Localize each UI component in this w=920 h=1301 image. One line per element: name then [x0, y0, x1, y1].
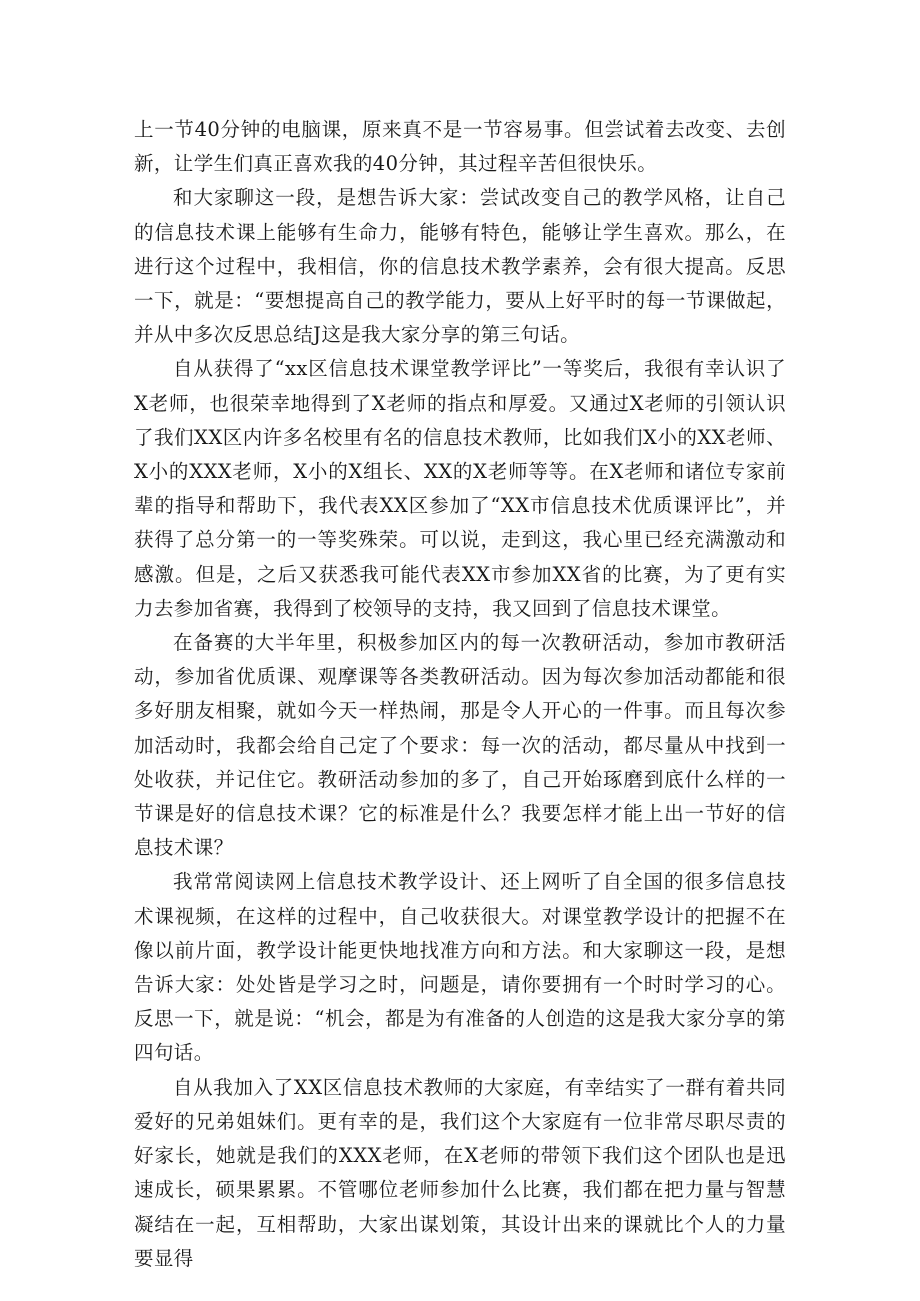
paragraph: 在备赛的大半年里，积极参加区内的每一次教研活动，参加市教研活动，参加省优质课、观摩课等各类教研活动。因为每次参加活动都能和很多好朋友相聚，就如今天一样热闹，那是令人开心的一件事。而且每次参加活动时，我都会给自己定了个要求：每一次的活动，都尽量从中找到一处收获，并记住它。教研活动参加的多了，自己开始琢磨到底什么样的一节课是好的信息技术课？它的标准是什么？我要怎样才能上出一节好的信息技术课？: [134, 631, 786, 860]
paragraph: 我常常阅读网上信息技术教学设计、还上网听了自全国的很多信息技术课视频，在这样的过程中，自己收获很大。对课堂教学设计的把握不在像以前片面，教学设计能更快地找准方向和方法。和大家聊这一段，是想告诉大家：处处皆是学习之时，问题是，请你要拥有一个时时学习的心。反思一下，就是说：“机会，都是为有准备的人创造的这是我大家分享的第四句话。: [134, 870, 786, 1065]
paragraph: 和大家聊这一段，是想告诉大家：尝试改变自己的教学风格，让自己的信息技术课上能够有生命力，能够有特色，能够让学生喜欢。那么，在进行这个过程中，我相信，你的信息技术教学素养，会有很大提高。反思一下，就是：“要想提高自己的教学能力，要从上好平时的每一节课做起，并从中多次反思总结J这是我大家分享的第三句话。: [134, 186, 786, 347]
paragraph-continuation: 上一节40分钟的电脑课，原来真不是一节容易事。但尝试着去改变、去创新，让学生们真正喜欢我的40分钟，其过程辛苦但很快乐。: [134, 118, 786, 176]
paragraph: 自从我加入了XX区信息技术教师的大家庭，有幸结实了一群有着共同爱好的兄弟姐妹们。更有幸的是，我们这个大家庭有一位非常尽职尽责的好家长，她就是我们的XXX老师，在X老师的带领下我们这个团队也是迅速成长，硕果累累。不管哪位老师参加什么比赛，我们都在把力量与智慧凝结在一起，互相帮助，大家出谋划策，其设计出来的课就比个人的力量要显得: [134, 1075, 786, 1270]
paragraph: 自从获得了“xx区信息技术课堂教学评比”一等奖后，我很有幸认识了X老师，也很荣幸地得到了X老师的指点和厚爱。又通过X老师的引领认识了我们XX区内许多名校里有名的信息技术教师，比如我们X小的XX老师、X小的XXX老师，X小的X组长、XX的X老师等等。在X老师和诸位专家前辈的指导和帮助下，我代表XX区参加了“XX市信息技术优质课评比”，并获得了总分第一的一等奖殊荣。可以说，走到这，我心里已经充满激动和感激。但是，之后又获悉我可能代表XX市参加XX省的比赛，为了更有实力去参加省赛，我得到了校领导的支持，我又回到了信息技术课堂。: [134, 357, 786, 620]
document-body: [134, 113, 786, 1276]
